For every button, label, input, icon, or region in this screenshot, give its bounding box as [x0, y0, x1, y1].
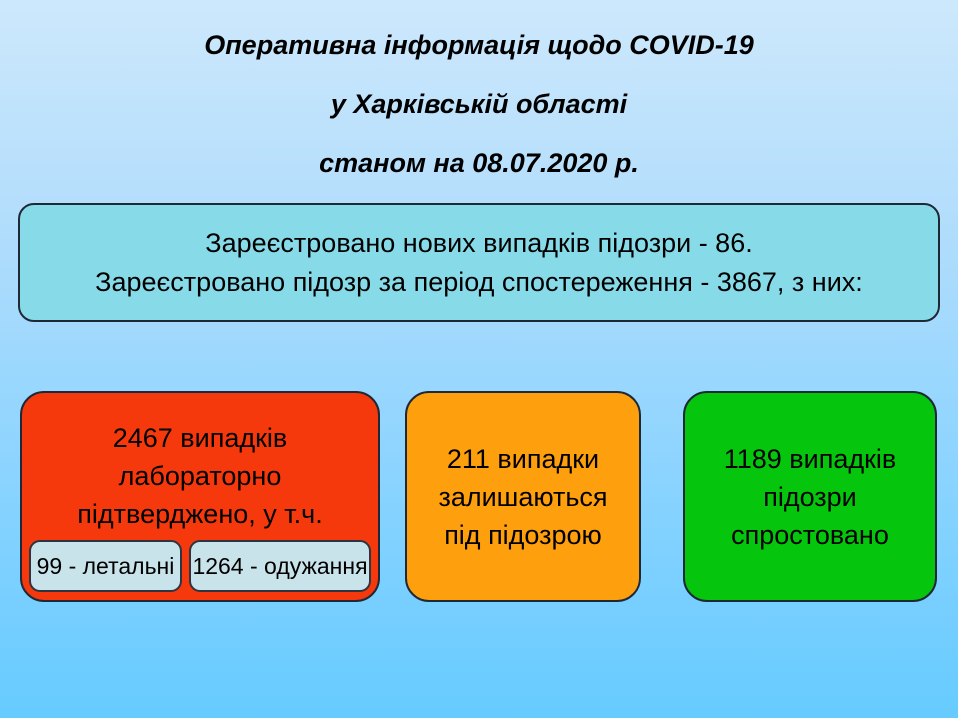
under-suspicion-line-2: залишаються	[438, 481, 608, 512]
confirmed-cases-line-2: лабораторно	[118, 461, 282, 491]
summary-box	[18, 203, 940, 322]
title-line-2: у Харківській області	[330, 89, 628, 119]
slide-title	[0, 29, 958, 179]
confirmed-cases-line-1: 2467 випадків	[112, 423, 288, 453]
refuted-suspicion-line-2: підозри	[763, 481, 857, 512]
under-suspicion-line-1: 211 випадки	[446, 443, 600, 474]
title-line-1: Оперативна інформація щодо COVID-19	[204, 30, 754, 60]
refuted-suspicion-line-3: спростовано	[731, 519, 889, 550]
refuted-suspicion-card	[683, 391, 937, 602]
confirmed-cases-card	[20, 391, 380, 602]
summary-line-2: Зареєстровано підозр за період спостереження - 3867, з них:	[95, 266, 863, 297]
confirmed-cases-badges	[29, 540, 371, 592]
summary-line-1: Зареєстровано нових випадків підозри - 86.	[205, 227, 753, 258]
under-suspicion-card	[405, 391, 641, 602]
lethal-cases-badge: 99 - летальні	[29, 540, 182, 592]
refuted-suspicion-line-1: 1189 випадків	[723, 443, 897, 474]
recovered-cases-badge: 1264 - одужання	[189, 540, 371, 592]
title-line-3: станом на 08.07.2020 р.	[319, 148, 639, 178]
confirmed-cases-line-3: підтверджено, у т.ч.	[77, 499, 323, 529]
under-suspicion-line-3: під підозрою	[444, 519, 602, 550]
